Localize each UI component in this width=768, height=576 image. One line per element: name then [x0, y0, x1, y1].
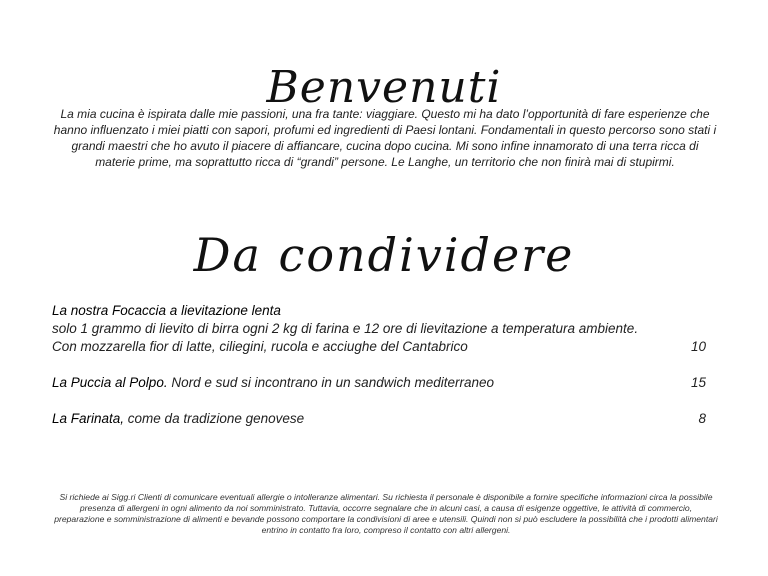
menu-item-price: 10 — [690, 339, 706, 354]
menu-item-description-line-2: Con mozzarella fior di latte, ciliegini, rucola e acciughe del Cantabrico — [52, 339, 468, 354]
menu-item-focaccia — [52, 302, 712, 356]
menu-item-price: 8 — [698, 411, 706, 426]
welcome-title: Benvenuti — [266, 62, 502, 114]
menu-item-price: 15 — [690, 375, 706, 390]
menu-item-name: La Farinata, — [52, 411, 125, 426]
welcome-text: La mia cucina è ispirata dalle mie passioni, una fra tante: viaggiare. Questo mi ha dato l’opportunità di fare esperienze che hanno influenzato i miei piatti con sapori, profumi ed ingredienti di Paesi lontani. Fondamentali in questo percorso sono stati i grandi maestri che ho avuto il piacere di affiancare, cucina dopo cucina. Mi sono infine innamorato di una terra ricca di materie prime, ma soprattutto ricca di “grandi” persone. Le Langhe, un territorio che non finirà mai di stupirmi. — [53, 107, 717, 169]
menu-item-description-line-1: solo 1 grammo di lievito di birra ogni 2 kg di farina e 12 ore di lievitazione a temperatura ambiente. — [52, 321, 639, 336]
menu-item-description: Nord e sud si incontrano in un sandwich mediterraneo — [167, 375, 495, 390]
allergen-disclaimer: Si richiede ai Sigg.ri Clienti di comunicare eventuali allergie o intolleranze alimentari. Su richiesta il personale è disponibile a fornire specifiche informazioni circa la possibile presenza di allergeni in ogni alimento da noi somministrato. Tuttavia, occorre segnalare che in alcuni casi, a causa di esigenze oggettive, le attività di commercio, preparazione e somministrazione di alimenti e bevande possono comportare la condivisioni di aree e utensili. Quindi non si può escludere la possibilità che i prodotti alimentari entrino in contatto fra loro, compreso il contatto con altri allergeni. — [54, 492, 718, 535]
menu-item-name: La nostra Focaccia a lievitazione lenta — [52, 303, 281, 318]
menu-item-farinata — [52, 410, 712, 428]
menu-item-puccia — [52, 374, 712, 392]
section-title: Da condividere — [193, 228, 575, 282]
menu-item-name: La Puccia al Polpo. — [52, 375, 168, 390]
menu-list — [52, 302, 712, 428]
menu-item-description: come da tradizione genovese — [124, 411, 305, 426]
